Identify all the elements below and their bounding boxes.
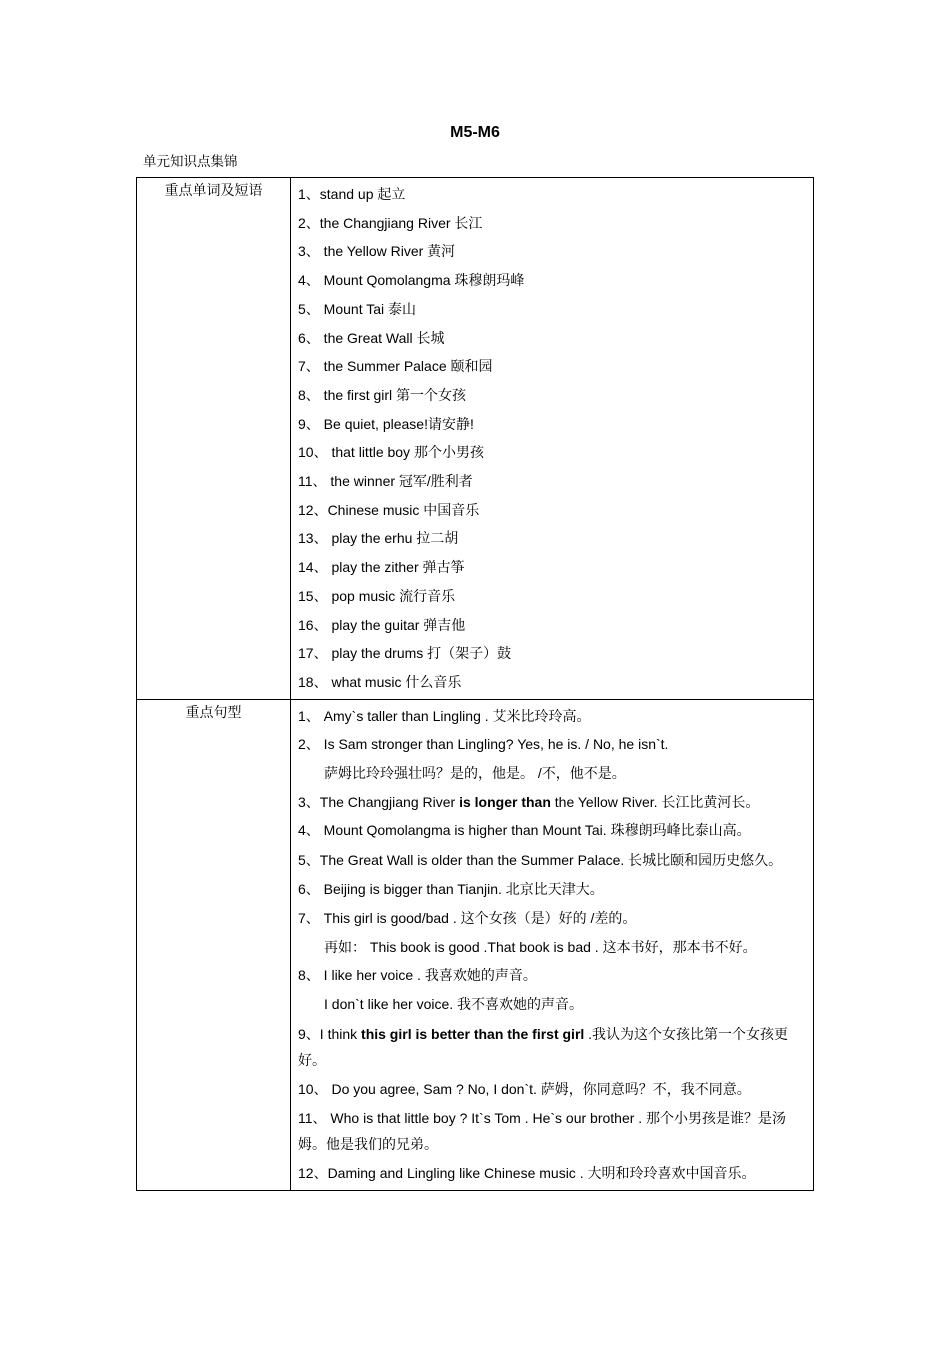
sentence-9-end: .我认为这个女孩比第一个女孩更好。 [298, 1025, 789, 1068]
sentence-9 [298, 1019, 805, 1075]
list-item: 7、 the Summer Palace 颐和园 [298, 358, 493, 375]
sentence-1: 1、 Amy`s taller than Lingling . 艾米比玲玲高。 [298, 707, 591, 724]
list-item: 14、 play the zither 弹古筝 [298, 559, 465, 576]
sentence-3-end: the Yellow River. 长江比黄河长。 [550, 793, 760, 810]
list-item: 6、 the Great Wall 长城 [298, 329, 445, 346]
sentence-9-start: 9、I think [298, 1025, 362, 1042]
list-item: 1、stand up 起立 [298, 186, 406, 202]
subtitle: 单元知识点集锦 [143, 154, 238, 170]
sentence-7-example: 再如： This book is good .That book is bad . 这本书好，那本书不好。 [324, 938, 757, 955]
list-item: 10、 that little boy 那个小男孩 [298, 444, 484, 461]
list-item: 8、 the first girl 第一个女孩 [298, 386, 467, 403]
page-title: M5-M6 [450, 124, 500, 141]
list-item: 13、 play the erhu 拉二胡 [298, 530, 459, 547]
sentences-list [291, 699, 814, 1190]
sentences-row [137, 699, 814, 1190]
words-label: 重点单词及短语 [137, 178, 291, 700]
sentence-10: 10、 Do you agree, Sam ? No, I don`t. 萨姆，你同意吗？不，我不同意。 [298, 1080, 751, 1097]
list-item: 16、 play the guitar 弹吉他 [298, 616, 466, 633]
list-item: 4、 Mount Qomolangma 珠穆朗玛峰 [298, 272, 525, 289]
sentence-7: 7、 This girl is good/bad . 这个女孩（是）好的 /差的。 [298, 909, 637, 926]
list-item: 15、 pop music 流行音乐 [298, 587, 456, 604]
words-list [291, 178, 814, 700]
list-item: 11、 the winner 冠军/胜利者 [298, 473, 473, 490]
sentence-11: 11、 Who is that little boy ? It`s Tom . He`s our brother . 那个小男孩是谁？是汤姆。他是我们的兄弟。 [298, 1110, 787, 1153]
words-row [137, 178, 814, 700]
knowledge-table [136, 177, 814, 1191]
list-item: 2、the Changjiang River 长江 [298, 214, 483, 231]
sentence-8: 8、 I like her voice . 我喜欢她的声音。 [298, 967, 537, 984]
sentences-label: 重点句型 [137, 699, 291, 1190]
sentence-8-negative: I don`t like her voice. 我不喜欢她的声音。 [324, 995, 584, 1012]
sentence-3 [298, 788, 805, 817]
sentence-2: 2、 Is Sam stronger than Lingling? Yes, he is. / No, he isn`t. [298, 736, 669, 753]
list-item: 3、 the Yellow River 黄河 [298, 243, 456, 260]
sentence-9-bold: this girl is better than the first girl [361, 1025, 585, 1042]
list-item: 18、 what music 什么音乐 [298, 673, 462, 690]
sentence-3-start: 3、The Changjiang River [298, 793, 460, 810]
list-item: 17、 play the drums 打（架子）鼓 [298, 645, 512, 662]
list-item: 5、 Mount Tai 泰山 [298, 300, 417, 317]
sentence-4: 4、 Mount Qomolangma is higher than Mount Tai. 珠穆朗玛峰比泰山高。 [298, 822, 751, 839]
list-item: 12、Chinese music 中国音乐 [298, 501, 480, 518]
sentence-6: 6、 Beijing is bigger than Tianjin. 北京比天津大。 [298, 881, 604, 898]
sentence-2-translation: 萨姆比玲玲强壮吗？是的，他是。 /不，他不是。 [324, 765, 626, 782]
sentence-3-bold: is longer than [459, 793, 551, 810]
list-item: 9、 Be quiet, please!请安静! [298, 415, 474, 432]
sentence-12: 12、Daming and Lingling like Chinese music . 大明和玲玲喜欢中国音乐。 [298, 1165, 756, 1182]
sentence-5: 5、The Great Wall is older than the Summer Palace. 长城比颐和园历史悠久。 [298, 852, 783, 869]
